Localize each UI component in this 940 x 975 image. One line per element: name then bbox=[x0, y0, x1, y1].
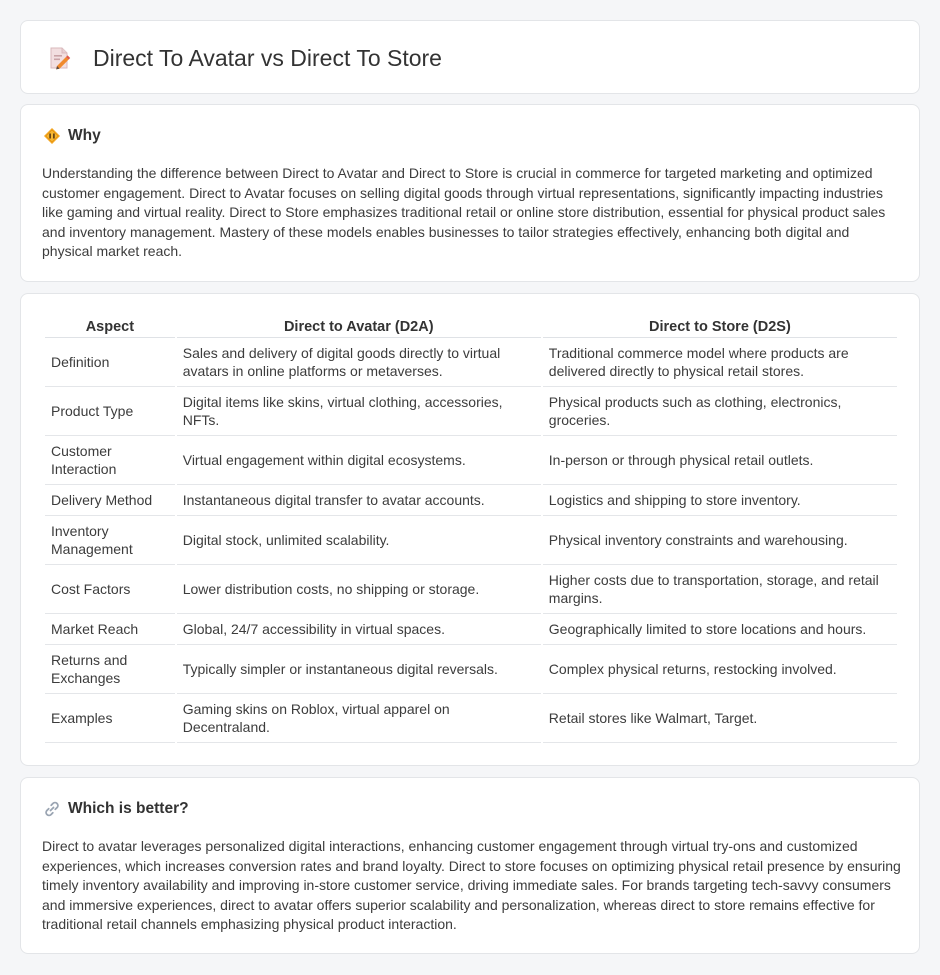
aspect-cell: Examples bbox=[45, 694, 175, 743]
table-row bbox=[45, 614, 897, 645]
aspect-cell: Product Type bbox=[45, 387, 175, 436]
d2s-cell: Physical products such as clothing, electronics, groceries. bbox=[543, 387, 897, 436]
table-row bbox=[45, 516, 897, 565]
why-section bbox=[20, 104, 920, 282]
d2a-cell: Instantaneous digital transfer to avatar accounts. bbox=[177, 485, 541, 516]
d2a-cell: Gaming skins on Roblox, virtual apparel on Decentraland. bbox=[177, 694, 541, 743]
table-row bbox=[45, 645, 897, 694]
d2a-cell: Lower distribution costs, no shipping or storage. bbox=[177, 565, 541, 614]
header-aspect: Aspect bbox=[45, 316, 175, 338]
d2a-cell: Digital stock, unlimited scalability. bbox=[177, 516, 541, 565]
d2a-cell: Virtual engagement within digital ecosystems. bbox=[177, 436, 541, 485]
d2s-cell: In-person or through physical retail outlets. bbox=[543, 436, 897, 485]
aspect-cell: Customer Interaction bbox=[45, 436, 175, 485]
d2s-cell: Complex physical returns, restocking involved. bbox=[543, 645, 897, 694]
aspect-cell: Returns and Exchanges bbox=[45, 645, 175, 694]
d2a-cell: Global, 24/7 accessibility in virtual spaces. bbox=[177, 614, 541, 645]
d2s-cell: Higher costs due to transportation, storage, and retail margins. bbox=[543, 565, 897, 614]
document-pencil-icon bbox=[45, 44, 73, 72]
d2a-cell: Digital items like skins, virtual clothing, accessories, NFTs. bbox=[177, 387, 541, 436]
table-row bbox=[45, 694, 897, 743]
better-heading bbox=[43, 800, 189, 818]
d2s-cell: Logistics and shipping to store inventory. bbox=[543, 485, 897, 516]
header-d2s: Direct to Store (D2S) bbox=[543, 316, 897, 338]
better-text: Direct to avatar leverages personalized digital interactions, enhancing customer engagement through virtual try-ons and customized experiences, which increases conversion rates and brand loyalty. Direct to store focuses on optimizing physical retail presence by ensuring timely inventory availability and improving in-store customer service, driving immediate sales. For brands targeting tech-savvy consumers and immersive experiences, direct to avatar offers superior scalability and personalization, whereas direct to store remains effective for traditional retail channels emphasizing physical product interaction. bbox=[42, 838, 901, 932]
table-row bbox=[45, 338, 897, 387]
comparison-table-card bbox=[20, 293, 920, 766]
aspect-cell: Delivery Method bbox=[45, 485, 175, 516]
why-heading bbox=[43, 127, 101, 145]
aspect-cell: Inventory Management bbox=[45, 516, 175, 565]
table-row bbox=[45, 485, 897, 516]
why-title: Why bbox=[68, 127, 101, 144]
table-row bbox=[45, 387, 897, 436]
d2a-cell: Typically simpler or instantaneous digital reversals. bbox=[177, 645, 541, 694]
header-d2a: Direct to Avatar (D2A) bbox=[177, 316, 541, 338]
table-header-row bbox=[45, 316, 897, 338]
d2a-cell: Sales and delivery of digital goods directly to virtual avatars in online platforms or metaverses. bbox=[177, 338, 541, 387]
header-card bbox=[20, 20, 920, 94]
link-icon bbox=[43, 800, 61, 818]
d2s-cell: Physical inventory constraints and warehousing. bbox=[543, 516, 897, 565]
aspect-cell: Definition bbox=[45, 338, 175, 387]
better-title: Which is better? bbox=[68, 800, 189, 817]
which-is-better-section bbox=[20, 777, 920, 954]
title-row bbox=[45, 44, 442, 72]
diamond-sign-icon bbox=[43, 127, 61, 145]
d2s-cell: Retail stores like Walmart, Target. bbox=[543, 694, 897, 743]
d2s-cell: Traditional commerce model where products are delivered directly to physical retail stores. bbox=[543, 338, 897, 387]
aspect-cell: Market Reach bbox=[45, 614, 175, 645]
table-row bbox=[45, 565, 897, 614]
d2s-cell: Geographically limited to store locations and hours. bbox=[543, 614, 897, 645]
page-title: Direct To Avatar vs Direct To Store bbox=[93, 44, 442, 71]
aspect-cell: Cost Factors bbox=[45, 565, 175, 614]
why-text: Understanding the difference between Direct to Avatar and Direct to Store is crucial in commerce for targeted marketing and optimized customer engagement. Direct to Avatar focuses on selling digital goods through virtual representations, significantly impacting industries like gaming and virtual reality. Direct to Store emphasizes traditional retail or online store distribution, essential for physical product sales and inventory management. Mastery of these models enables businesses to tailor strategies effectively, enhancing both digital and physical market reach. bbox=[42, 165, 886, 259]
comparison-table bbox=[43, 316, 899, 743]
table-row bbox=[45, 436, 897, 485]
